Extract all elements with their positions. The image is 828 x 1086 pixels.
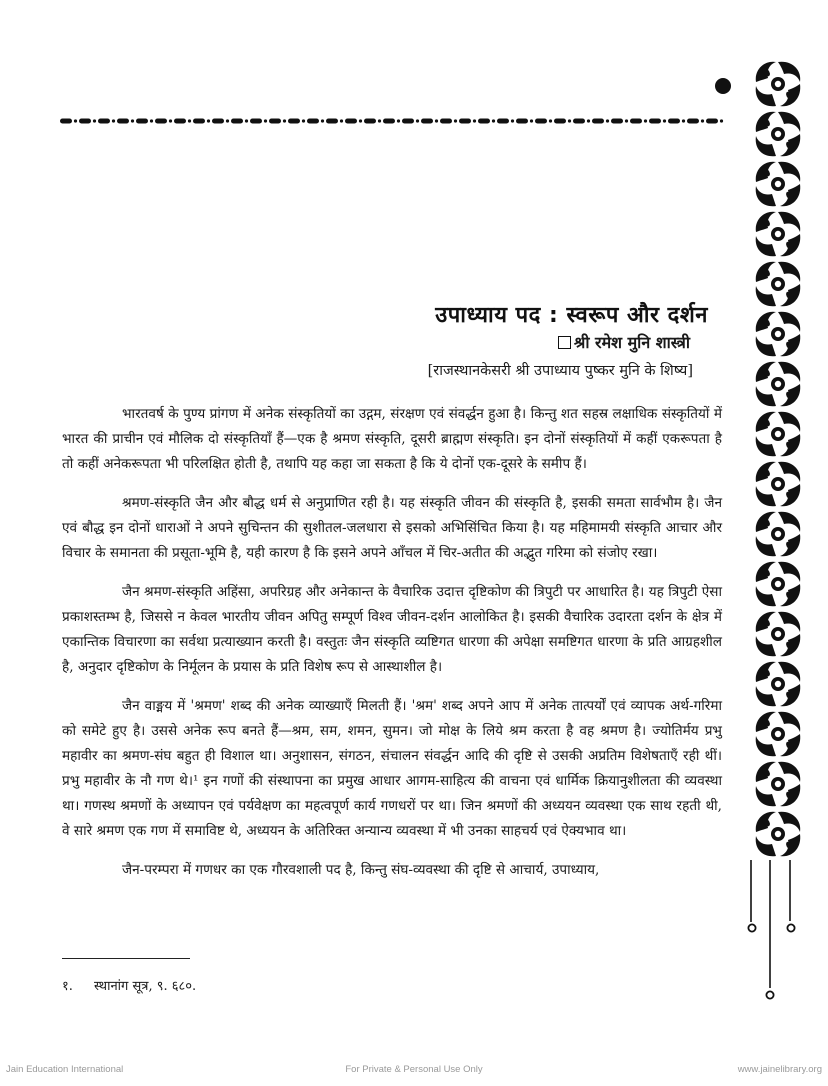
dash-dot-rule-icon [60,117,728,125]
footnote-text: स्थानांग सूत्र, ९. ६८०. [94,979,197,994]
author-line [558,331,690,353]
hollow-square-icon [558,336,571,349]
paragraph-1: भारतवर्ष के पुण्य प्रांगण में अनेक संस्कृतियों का उद्गम, संरक्षण एवं संवर्द्धन हुआ है। किन्तु शत सहस्र लक्षाधिक संस्कृतियों में भारत की प्राचीन एवं मौलिक दो संस्कृतियाँ हैं—एक है श्रमण संस्कृति, दूसरी ब्राह्मण संस्कृति। इन दोनों संस्कृतियों में कहीं एकरूपता है तो कहीं अनेकरूपता भी परिलक्षित होती है, तथापि यह कहा जा सकता है कि ये दोनों एक-दूसरे के समीप हैं। [62,406,722,472]
filled-circle-icon [715,78,731,94]
paragraph-5: जैन-परम्परा में गणधर का एक गौरवशाली पद है, किन्तु संघ-व्यवस्था की दृष्टि से आचार्य, उपाध्याय, [122,862,600,878]
footer-website-link[interactable]: www.jainelibrary.org [737,1064,822,1075]
footnote-divider [62,958,190,959]
footer-usage-note: For Private & Personal Use Only [345,1064,483,1075]
paragraph-2: श्रमण-संस्कृति जैन और बौद्ध धर्म से अनुप्राणित रही है। यह संस्कृति जीवन की संस्कृति है, इसकी समता सार्वभौम है। जैन एवं बौद्ध इन दोनों धाराओं ने अपने सुचिन्तन की सुशीतल-जलधारा से इसको अभिसिंचित किया है। यह महिमामयी संस्कृति आचार और विचार के समानता की प्रसूता-भूमि है, यही कारण है कि इसने अपने आँचल में चिर-अतीत की अद्भुत गरिमा को संजोए रखा। [62,495,723,561]
paragraph-3: जैन श्रमण-संस्कृति अहिंसा, अपरिग्रह और अनेकान्त के वैचारिक उदात्त दृष्टिकोण की त्रिपुटी पर आधारित है। यह त्रिपुटी ऐसा प्रकाशस्तम्भ है, जिससे न केवल भारतीय जीवन अपितु सम्पूर्ण विश्व जीवन-दर्शन आलोकित है। इसकी वैचारिक उदारता दर्शन के क्षेत्र में एकान्तिक विचारणा का सर्वथा प्रत्याख्यान करती है। वस्तुतः जैन संस्कृति व्यष्टिगत धारणा की अपेक्षा समष्टिगत धारणा के प्रति आग्रहशील है, अनुदार दृष्टिकोण के निर्मूलन के प्रयास के प्रति विशेष रूप से आस्थाशील है। [62,584,722,675]
author-name: श्री रमेश मुनि शास्त्री [574,333,690,352]
article-title: उपाध्याय पद : स्वरूप और दर्शन [435,303,708,328]
paisley-ornament-column-icon [752,58,804,863]
footer-publisher: Jain Education International [6,1064,124,1075]
page-footer [0,1060,828,1080]
author-affiliation: [राजस्थानकेसरी श्री उपाध्याय पुष्कर मुनि के शिष्य] [427,363,693,379]
footnote-number: १. [62,979,73,994]
article-body [62,402,722,897]
hanging-ring-pendants-icon [740,860,820,1030]
paragraph-4: जैन वाङ्मय में 'श्रमण' शब्द की अनेक व्याख्याएँ मिलती हैं। 'श्रम' शब्द अपने आप में अनेक तात्पर्यों एवं व्यापक अर्थ-गरिमा को समेटे हुए है। उससे अनेक रूप बनते हैं—श्रम, सम, शमन, सुमन। जो मोक्ष के लिये श्रम करता है वह श्रमण है। ज्योतिर्मय प्रभु महावीर का श्रमण-संघ बहुत ही विशाल था। अनुशासन, संगठन, संचालन संवर्द्धन आदि की दृष्टि से उसकी अप्रतिम विशेषताएँ रही थीं। प्रभु महावीर के नौ गण थे।¹ इन गणों की संस्थापना का प्रमुख आधार आगम-साहित्य की वाचना एवं धार्मिक क्रियानुशीलता की व्यवस्था था। गणस्थ श्रमणों के अध्यापन एवं पर्यवेक्षण का महत्वपूर्ण कार्य गणधरों पर था। जिन श्रमणों की अध्ययन व्यवस्था एक साथ रहती थी, वे सारे श्रमण एक गण में समाविष्ट थे, अध्ययन के अतिरिक्त अन्यान्य व्यवस्था में भी उनका साहचर्य एवं ऐक्यभाव था। [62,698,722,839]
footnote [62,976,196,994]
